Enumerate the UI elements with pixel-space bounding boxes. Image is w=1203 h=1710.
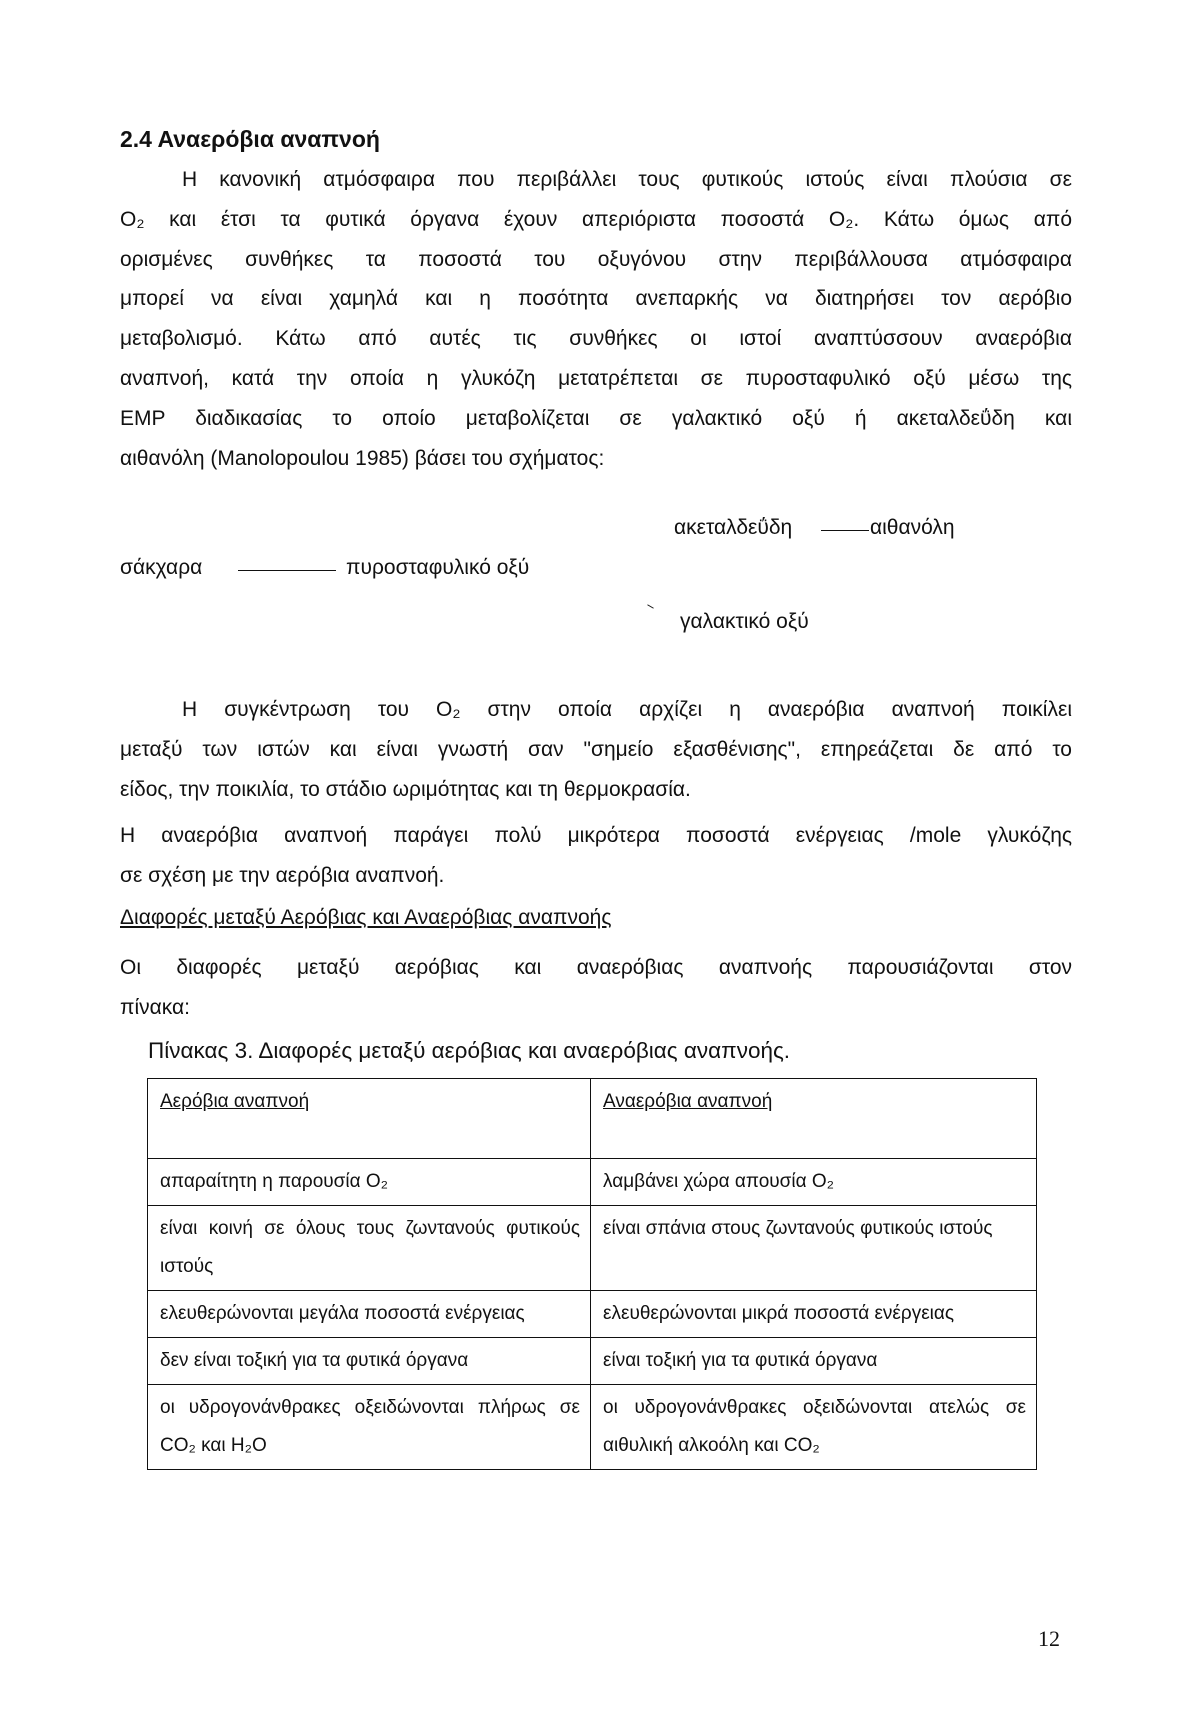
- table-cell: οι υδρογονάνθρακες οξειδώνονται πλήρως σε CO₂ και H₂O: [148, 1385, 591, 1470]
- paragraph-line: μπορεί να είναι χαμηλά και η ποσότητα ανεπαρκής να διατηρήσει τον αερόβιο: [120, 287, 1072, 311]
- paragraph-line: μεταξύ των ιστών και είναι γνωστή σαν "σημείο εξασθένισης", επηρεάζεται δε από το: [120, 737, 1072, 761]
- paragraph-line: μεταβολισμό. Κάτω από αυτές τις συνθήκες οι ιστοί αναπτύσσουν αναερόβια: [120, 327, 1072, 351]
- table-cell: είναι τοξική για τα φυτικά όργανα: [591, 1338, 1037, 1385]
- paragraph-line: είδος, την ποικιλία, το στάδιο ωριμότητας και τη θερμοκρασία.: [120, 777, 691, 801]
- table-row: [148, 1159, 1037, 1206]
- section-heading: 2.4 Αναερόβια αναπνοή: [120, 126, 380, 152]
- table-cell: οι υδρογονάνθρακες οξειδώνονται ατελώς σε αιθυλική αλκοόλη και CO₂: [591, 1385, 1037, 1470]
- paragraph-line: Η αναερόβια αναπνοή παράγει πολύ μικρότερα ποσοστά ενέργειας /mole γλυκόζης: [120, 824, 1072, 847]
- scheme-sugars: σάκχαρα: [120, 556, 203, 579]
- paragraph-line: Η συγκέντρωση του O₂ στην οποία αρχίζει η αναερόβια αναπνοή ποικίλει: [182, 698, 1072, 721]
- table-row: [148, 1291, 1037, 1338]
- table-cell: είναι κοινή σε όλους τους ζωντανούς φυτικούς ιστούς: [148, 1206, 591, 1291]
- scheme-arrow-mark: [647, 604, 654, 608]
- table-cell: ελευθερώνονται μικρά ποσοστά ενέργειας: [591, 1291, 1037, 1338]
- table-header-cell: [148, 1079, 591, 1159]
- scheme-lactic-acid: γαλακτικό οξύ: [680, 610, 809, 633]
- paragraph-line: αιθανόλη (Manolopoulou 1985) βάσει του σχήματος:: [120, 446, 605, 470]
- paragraph-line: EMP διαδικασίας το οποίο μεταβολίζεται σε γαλακτικό οξύ ή ακεταλδεΰδη και: [120, 406, 1072, 430]
- table-caption: Πίνακας 3. Διαφορές μεταξύ αερόβιας και αναερόβιας αναπνοής.: [148, 1038, 791, 1063]
- paragraph-line: σε σχέση με την αερόβια αναπνοή.: [120, 863, 445, 887]
- paragraph-line: αναπνοή, κατά την οποία η γλυκόζη μετατρέπεται σε πυροσταφυλικό οξύ μέσω της: [120, 366, 1072, 390]
- differences-heading: Διαφορές μεταξύ Αερόβιας και Αναερόβιας αναπνοής: [120, 906, 612, 929]
- paragraph-saturation-point: [120, 690, 1072, 809]
- table-row: [148, 1206, 1037, 1291]
- paragraph-intro: [120, 160, 1072, 478]
- paragraph-line: Η κανονική ατμόσφαιρα που περιβάλλει τους φυτικούς ιστούς είναι πλούσια σε: [182, 168, 1072, 191]
- page-number: 12: [1038, 1626, 1060, 1651]
- scheme-pyruvic-acid: πυροσταφυλικό οξύ: [346, 556, 530, 579]
- paragraph-line: ορισμένες συνθήκες τα ποσοστά του οξυγόνου στην περιβάλλουσα ατμόσφαιρα: [120, 247, 1072, 271]
- table-header-cell: [591, 1079, 1037, 1159]
- differences-table: [147, 1078, 1037, 1470]
- table-row: [148, 1338, 1037, 1385]
- paragraph-line: πίνακα:: [120, 995, 191, 1019]
- table-cell: απαραίτητη η παρουσία O₂: [148, 1159, 591, 1206]
- paragraph-line: O₂ και έτσι τα φυτικά όργανα έχουν απεριόριστα ποσοστά O₂. Κάτω όμως από: [120, 207, 1072, 231]
- table-cell: ελευθερώνονται μεγάλα ποσοστά ενέργειας: [148, 1291, 591, 1338]
- header-anaerobic: Αναερόβια αναπνοή: [603, 1091, 773, 1112]
- scheme-ethanol: αιθανόλη: [870, 516, 955, 539]
- table-cell: δεν είναι τοξική για τα φυτικά όργανα: [148, 1338, 591, 1385]
- scheme-acetaldehyde: ακεταλδεΰδη: [674, 516, 793, 539]
- paragraph-table-intro: [120, 948, 1072, 1028]
- table-row: [148, 1385, 1037, 1470]
- header-aerobic: Αερόβια αναπνοή: [160, 1091, 310, 1112]
- paragraph-line: Οι διαφορές μεταξύ αερόβιας και αναερόβιας αναπνοής παρουσιάζονται στον: [120, 956, 1072, 979]
- scheme-arrow-acetaldehyde-ethanol: [821, 530, 869, 531]
- table-cell: λαμβάνει χώρα απουσία O₂: [591, 1159, 1037, 1206]
- scheme-arrow-sugars-pyruvate: [238, 570, 336, 571]
- table-header-row: [148, 1079, 1037, 1159]
- paragraph-energy: [120, 816, 1072, 896]
- table-cell: είναι σπάνια στους ζωντανούς φυτικούς ιστούς: [591, 1206, 1037, 1291]
